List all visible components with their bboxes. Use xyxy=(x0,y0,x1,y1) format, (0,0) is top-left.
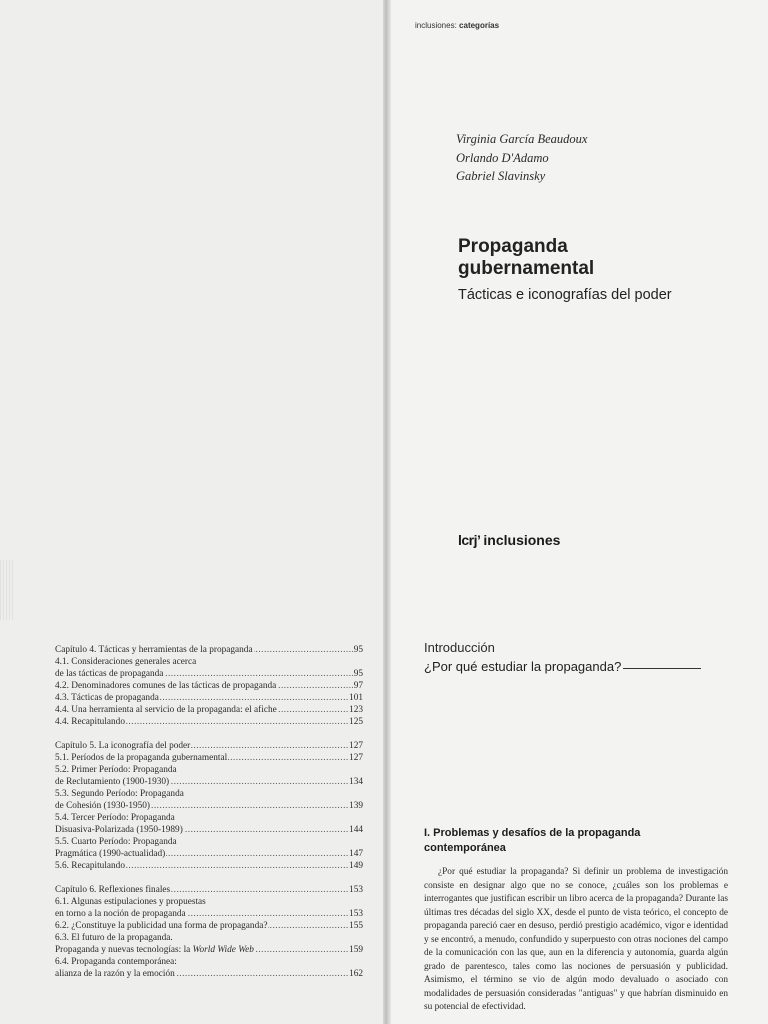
toc-page-number: 95 xyxy=(353,645,363,655)
toc-page-number: 144 xyxy=(349,825,363,835)
toc-page-number: 153 xyxy=(349,909,363,919)
toc-entry-text: 5.5. Cuarto Período: Propaganda xyxy=(55,837,177,847)
toc-entry xyxy=(55,704,363,716)
publisher-name: inclusiones xyxy=(483,532,561,548)
book-title xyxy=(458,236,594,280)
toc-page-number: 149 xyxy=(349,861,363,871)
toc-entry-text: 5.6. Recapitulando xyxy=(55,861,125,871)
toc-entry xyxy=(55,860,363,872)
toc-entry xyxy=(55,692,363,704)
toc-entry-text: 4.2. Denominadores comunes de las tácticas de propaganda xyxy=(55,681,277,691)
toc-entry-text: 5.4. Tercer Período: Propaganda xyxy=(55,813,175,823)
toc-entry xyxy=(55,752,363,764)
toc-entry-text: 6.1. Algunas estipulaciones y propuestas xyxy=(55,897,206,907)
toc-entry xyxy=(55,740,363,752)
toc-entry xyxy=(55,920,363,932)
toc-entry xyxy=(55,716,363,728)
heading-rule xyxy=(623,668,701,669)
toc-entry-text: 6.3. El futuro de la propaganda. xyxy=(55,933,173,943)
section-heading: I. Problemas y desafíos de la propaganda contemporánea xyxy=(424,827,641,854)
toc-entry-text: 4.4. Recapitulando xyxy=(55,717,125,727)
toc-page-number: 123 xyxy=(349,705,363,715)
table-of-contents xyxy=(55,644,363,980)
toc-entry-text: Pragmática (1990-actualidad) xyxy=(55,849,166,859)
toc-entry xyxy=(55,956,363,968)
toc-page-number: 134 xyxy=(349,777,363,787)
toc-entry xyxy=(55,764,363,776)
toc-entry-text: 5.3. Segundo Período: Propaganda xyxy=(55,789,184,799)
toc-page-number: 159 xyxy=(349,945,363,955)
publisher-mark: lcrj’ xyxy=(458,532,481,548)
toc-entry xyxy=(55,668,363,680)
running-header xyxy=(415,21,499,30)
toc-entry xyxy=(55,848,363,860)
toc-page-number: 101 xyxy=(349,693,363,703)
toc-entry-text: 5.2. Primer Período: Propaganda xyxy=(55,765,177,775)
book-title-line: gubernamental xyxy=(458,258,595,279)
toc-page-number: 139 xyxy=(349,801,363,811)
intro-label: Introducción xyxy=(424,640,495,655)
toc-entry xyxy=(55,776,363,788)
toc-entry xyxy=(55,884,363,896)
toc-entry-text: Capítulo 4. Tácticas y herramientas de la propaganda xyxy=(55,645,253,655)
book-gutter xyxy=(383,0,391,1024)
toc-entry xyxy=(55,968,363,980)
book-subtitle: Tácticas e iconografías del poder xyxy=(458,287,672,303)
toc-entry xyxy=(55,644,363,656)
toc-page-number: 155 xyxy=(349,921,363,931)
page-edge-texture xyxy=(0,560,14,620)
intro-question xyxy=(424,659,701,674)
toc-entry-text: alianza de la razón y la emoción xyxy=(55,969,175,979)
toc-entry-text: 4.1. Consideraciones generales acerca xyxy=(55,657,197,667)
toc-page-number: 153 xyxy=(349,885,363,895)
intro-question-text: ¿Por qué estudiar la propaganda? xyxy=(424,659,622,674)
toc-entry-text: Disuasiva-Polarizada (1950-1989) xyxy=(55,825,183,835)
toc-page-number: 125 xyxy=(349,717,363,727)
toc-entry-text: 4.4. Una herramienta al servicio de la propaganda: el afiche xyxy=(55,705,277,715)
toc-page-number: 127 xyxy=(349,753,363,763)
toc-spacer xyxy=(55,728,363,740)
toc-entry xyxy=(55,788,363,800)
toc-entry xyxy=(55,908,363,920)
toc-entry xyxy=(55,896,363,908)
toc-page-number: 162 xyxy=(349,969,363,979)
toc-entry xyxy=(55,932,363,944)
toc-entry xyxy=(55,656,363,668)
toc-entry xyxy=(55,824,363,836)
toc-entry-text: 6.2. ¿Constituye la publicidad una forma de propaganda? xyxy=(55,921,268,931)
toc-entry xyxy=(55,944,363,956)
toc-entry xyxy=(55,836,363,848)
toc-entry-text: de Reclutamiento (1900-1930) xyxy=(55,777,170,787)
toc-entry-text: de las tácticas de propaganda xyxy=(55,669,164,679)
book-title-line: Propaganda xyxy=(458,236,568,257)
publisher-logo xyxy=(458,532,560,548)
author-name: Orlando D'Adamo xyxy=(456,150,549,165)
toc-entry-text: Capítulo 5. La iconografía del poder xyxy=(55,741,191,751)
author-name: Gabriel Slavinsky xyxy=(456,169,546,183)
toc-entry xyxy=(55,812,363,824)
toc-entry-text: Capítulo 6. Reflexiones finales xyxy=(55,885,171,895)
toc-page-number: 97 xyxy=(353,681,363,691)
body-paragraph: ¿Por qué estudiar la propaganda? Si definir un problema de investigación consiste en designar algo que no se conoce, ¿cuáles son los problemas e interrogantes que justifican escribir un libro acerca de la propaganda? Durante las últimas tres décadas del siglo XX, desde el punto de vista teórico, el concepto de propaganda pareció caer en desuso, perdió prestigio académico, vigor e identidad y se encontró, a menudo, confundido y superpuesto con otras nociones del campo de la comunicación con las que, aun en la diferencia y autonomía, guarda algún grado de parentesco, tales como las nociones de persuasión y publicidad. Asimismo, el término se vio de algún modo devaluado o asociado con modalidades de persuasión consideradas "antiguas" y que habrían disminuido en su potencial de efectividad. xyxy=(424,867,728,1012)
toc-entry-italic: World Wide Web xyxy=(192,945,254,955)
toc-entry xyxy=(55,800,363,812)
series-category: categorías xyxy=(459,21,500,30)
toc-page-number: 147 xyxy=(349,849,363,859)
toc-entry-text: 5.1. Períodos de la propaganda gubernamental xyxy=(55,753,228,763)
toc-entry-text: de Cohesión (1930-1950) xyxy=(55,801,151,811)
toc-entry-text: 4.3. Tácticas de propaganda xyxy=(55,693,159,703)
toc-entry-text: Propaganda y nuevas tecnologías: la World Wide Web xyxy=(55,945,254,955)
series-name: inclusiones: xyxy=(415,21,457,30)
toc-entry-text: en torno a la noción de propaganda xyxy=(55,909,186,919)
toc-page-number: 127 xyxy=(349,741,363,751)
toc-spacer xyxy=(55,872,363,884)
author-name: Virginia García Beaudoux xyxy=(456,132,588,146)
toc-page-number: 95 xyxy=(353,669,363,679)
toc-entry-text: 6.4. Propaganda contemporánea: xyxy=(55,957,177,967)
author-list xyxy=(456,130,587,186)
toc-entry xyxy=(55,680,363,692)
